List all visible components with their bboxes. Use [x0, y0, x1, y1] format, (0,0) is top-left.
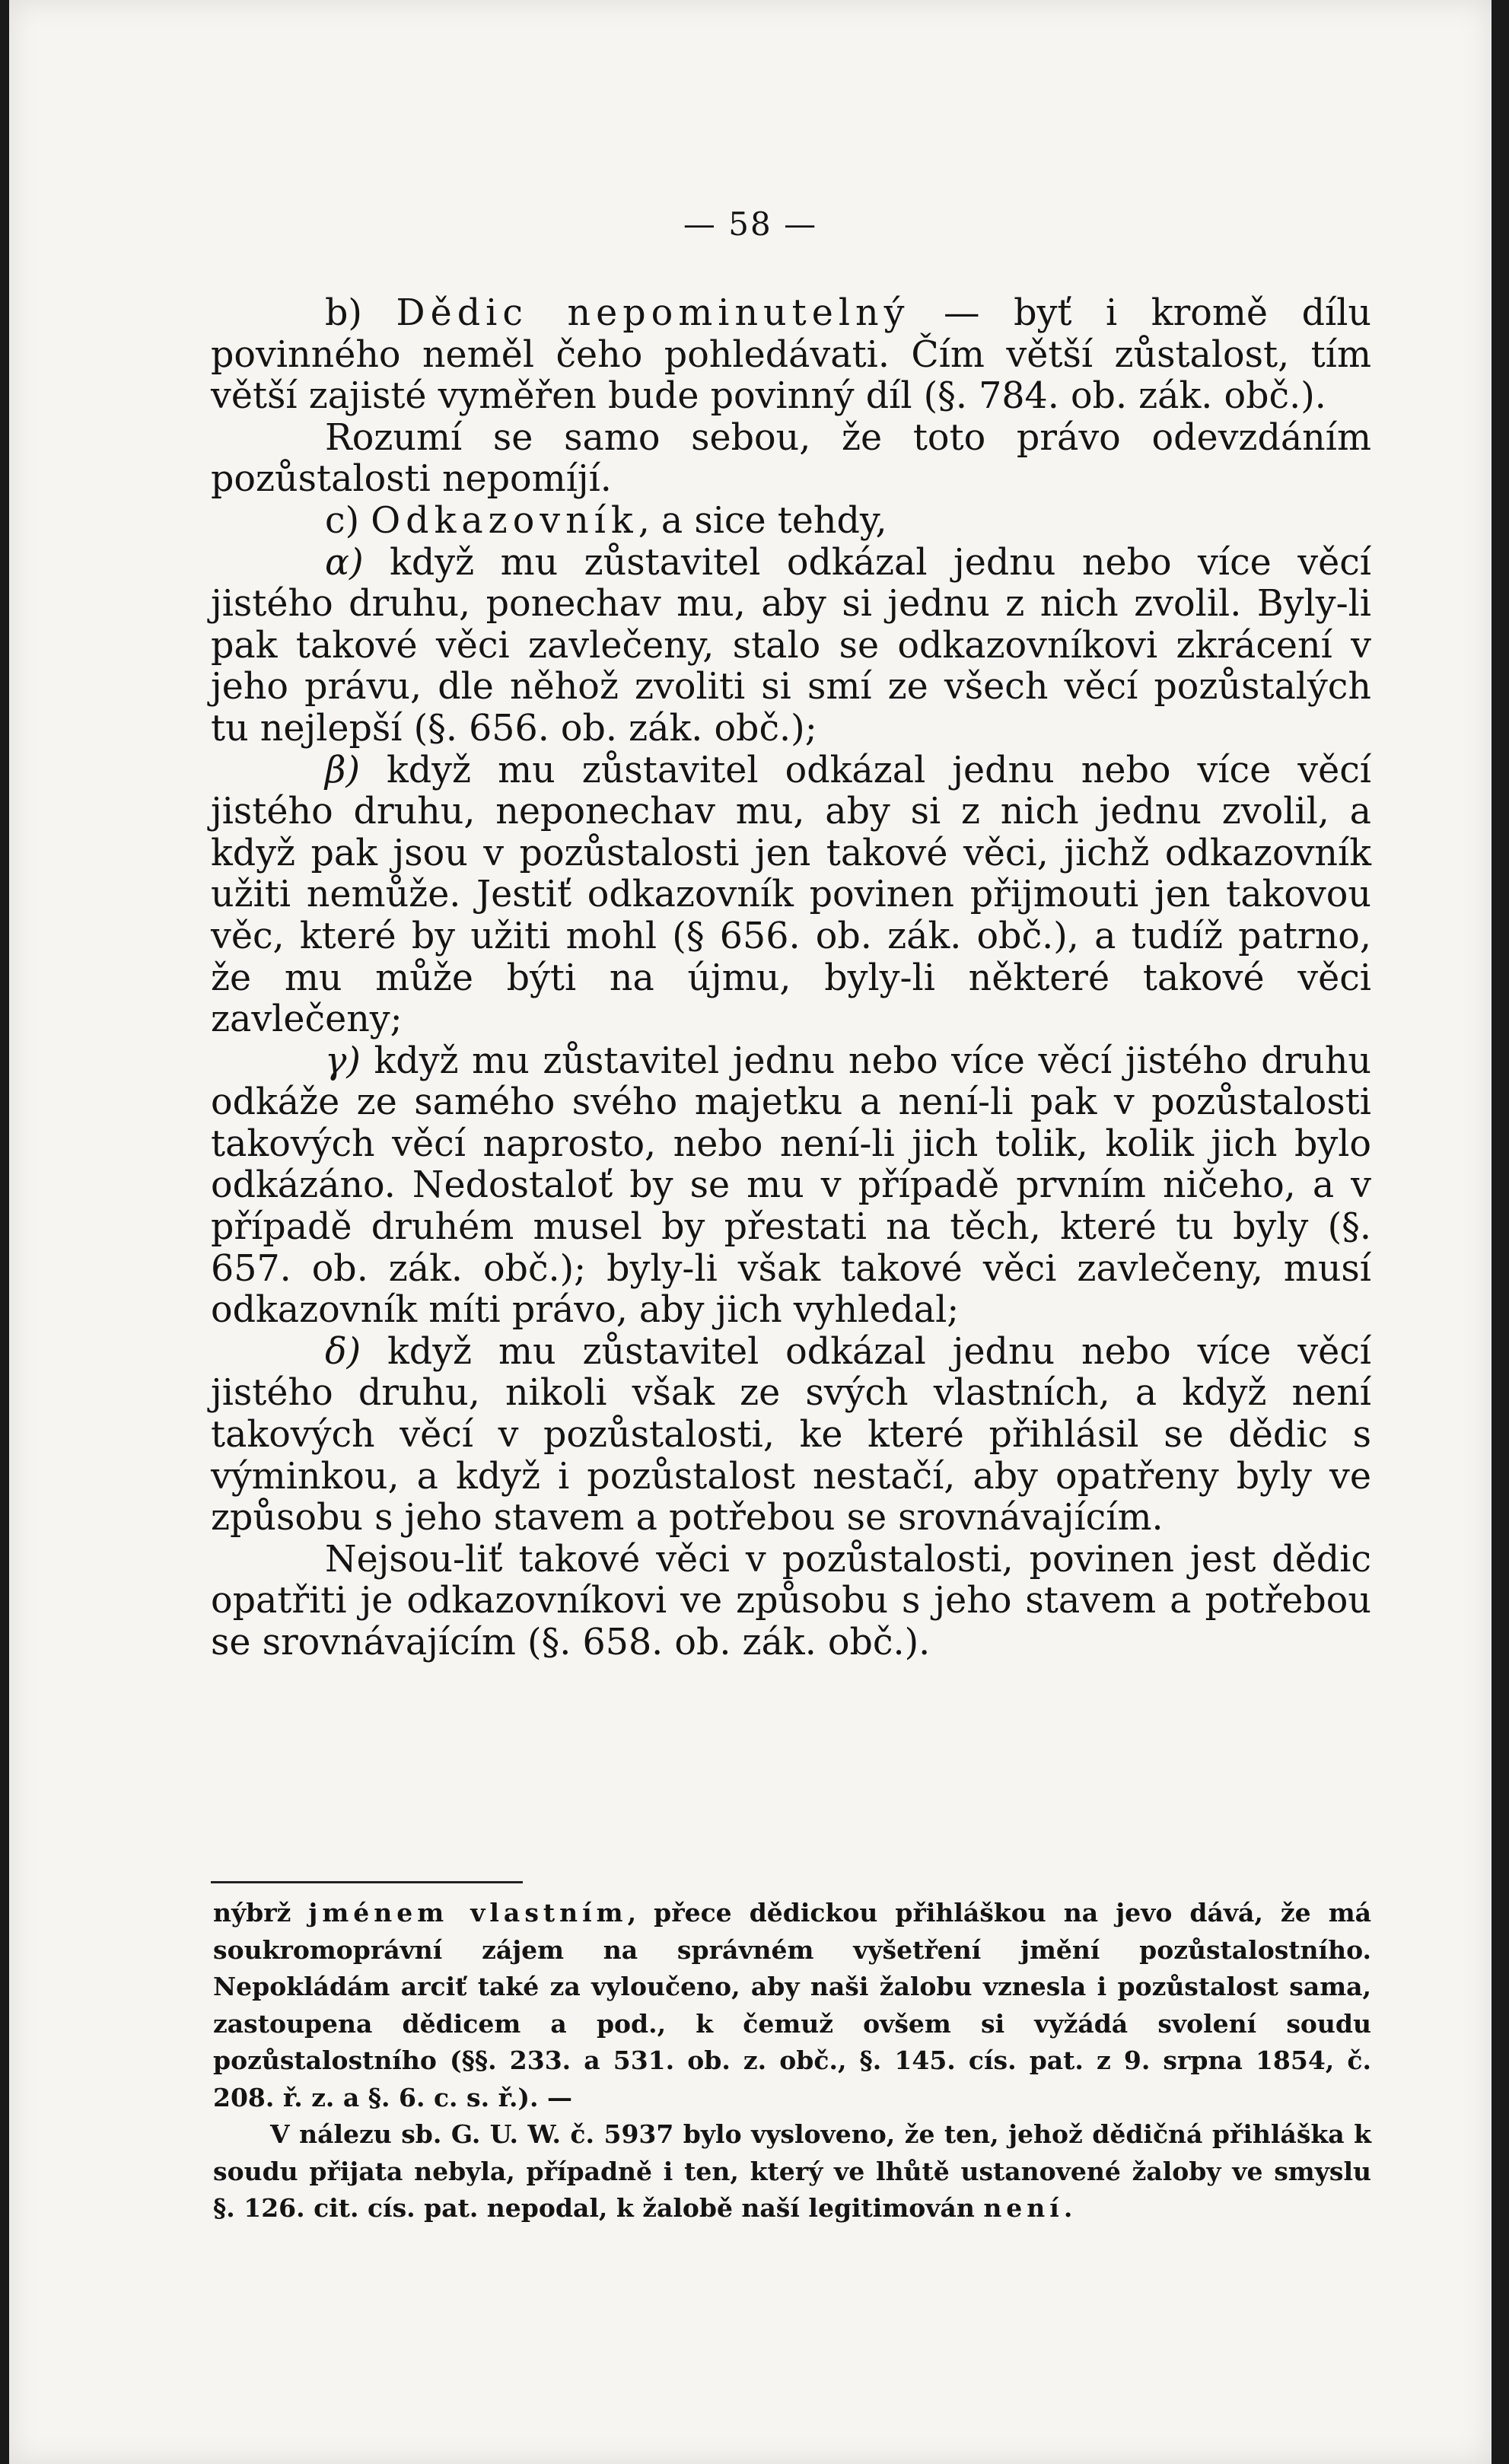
- label-c: c): [325, 499, 371, 542]
- term-odkazovnik: Odkazovník: [371, 499, 638, 542]
- term-jmenem-vlastnim: jménem vlastním: [308, 1898, 628, 1928]
- paragraph-delta: [211, 1332, 1371, 1539]
- paragraph-delta-text: když mu zůstavitel odkázal jednu nebo více věcí jistého druhu, nikoli však ze svých vlastních, a když není takových věcí v pozůstalosti, ke které přihlásil se dědic s výminkou, a když i pozůstalost nestačí, aby opatřeny byly ve způsobu s jeho stavem a potřebou se srovnávajícím.: [211, 1330, 1371, 1539]
- main-text: [211, 293, 1371, 1664]
- footnote-2-text: V nálezu sb. G. U. W. č. 5937 bylo vysloveno, že ten, jehož dědičná přihláška k soudu přijata nebyla, případně i ten, který ve lhůtě ustanovené žaloby ve smyslu §. 126. cit. cís. pat. nepodal, k žalobě naší legitimován: [213, 2119, 1371, 2223]
- paragraph-beta: [211, 750, 1371, 1041]
- paragraph-beta-text: když mu zůstavitel odkázal jednu nebo více věcí jistého druhu, neponechav mu, aby si z nich jednu zvolil, a když pak jsou v pozůstalosti jen takové věci, jichž odkazovník užiti nemůže. Jestiť odkazovník povinen přijmouti jen takovou věc, které by užiti mohl (§ 656. ob. zák. obč.), a tudíž patrno, že mu může býti na újmu, byly-li některé takové věci zavlečeny;: [211, 749, 1371, 1041]
- footnote-1: [213, 1895, 1371, 2116]
- paragraph-b-text: — byť i kromě dílu povinného neměl čeho pohledávati. Čím větší zůstalost, tím větší zajisté vyměřen bude povinný díl (§. 784. ob. zák. obč.).: [211, 292, 1371, 418]
- footnotes: [213, 1895, 1371, 2227]
- document-page: [9, 0, 1491, 2464]
- term-dedic-nepominutelny: Dědic nepominutelný: [396, 292, 910, 334]
- marker-gamma: γ): [325, 1039, 361, 1082]
- paragraph-gamma: [211, 1041, 1371, 1332]
- marker-beta: β): [325, 749, 360, 791]
- paragraph-c: [211, 501, 1371, 543]
- marker-alpha: α): [325, 541, 364, 584]
- page-number: — 58 —: [683, 205, 818, 243]
- paragraph-alpha-text: když mu zůstavitel odkázal jednu nebo více věcí jistého druhu, ponechav mu, aby si jednu z nich zvolil. Byly-li pak takové věci zavlečeny, stalo se odkazovníkovi zkrácení v jeho právu, dle něhož zvoliti si smí ze všech věcí pozůstalých tu nejlepší (§. 656. ob. zák. obč.);: [211, 541, 1371, 750]
- paragraph-b: [211, 293, 1371, 418]
- paragraph-b2: Rozumí se samo sebou, že toto právo odevzdáním pozůstalosti nepomíjí.: [211, 416, 1371, 501]
- term-neni: není: [983, 2193, 1064, 2223]
- marker-delta: δ): [325, 1330, 361, 1373]
- paragraph-alpha: [211, 543, 1371, 750]
- paragraph-final: Nejsou-liť takové věci v pozůstalosti, povinen jest dědic opatřiti je odkazovníkovi ve způsobu s jeho stavem a potřebou se srovnávajícím (§. 658. ob. zák. obč.).: [211, 1538, 1371, 1663]
- footnote-2: [213, 2116, 1371, 2227]
- footnote-1-lead: nýbrž: [213, 1898, 309, 1928]
- footnote-rule: [211, 1881, 523, 1883]
- label-b: b): [325, 292, 396, 334]
- paragraph-c-text: , a sice tehdy,: [638, 499, 887, 542]
- paragraph-gamma-text: když mu zůstavitel jednu nebo více věcí jistého druhu odkáže ze samého svého majetku a není-li pak v pozůstalosti takových věcí naprosto, nebo není-li jich tolik, kolik jich bylo odkázáno. Nedostaloť by se mu v případě prvním ničeho, a v případě druhém musel by přestati na těch, které tu byly (§. 657. ob. zák. obč.); byly-li však takové věci zavlečeny, musí odkazovník míti právo, aby jich vyhledal;: [211, 1039, 1371, 1332]
- footnote-1-text: , přece dědickou přihláškou na jevo dává, že má soukromoprávní zájem na správném vyšetření jmění pozůstalostního. Nepokládám arciť také za vyloučeno, aby naši žalobu vznesla i pozůstalost sama, zastoupena dědicem a pod., k čemuž ovšem si vyžádá svolení soudu pozůstalostního (§§. 233. a 531. ob. z. obč., §. 145. cís. pat. z 9. srpna 1854, č. 208. ř. z. a §. 6. c. s. ř.). —: [213, 1898, 1372, 2112]
- footnote-2-end: .: [1063, 2193, 1073, 2223]
